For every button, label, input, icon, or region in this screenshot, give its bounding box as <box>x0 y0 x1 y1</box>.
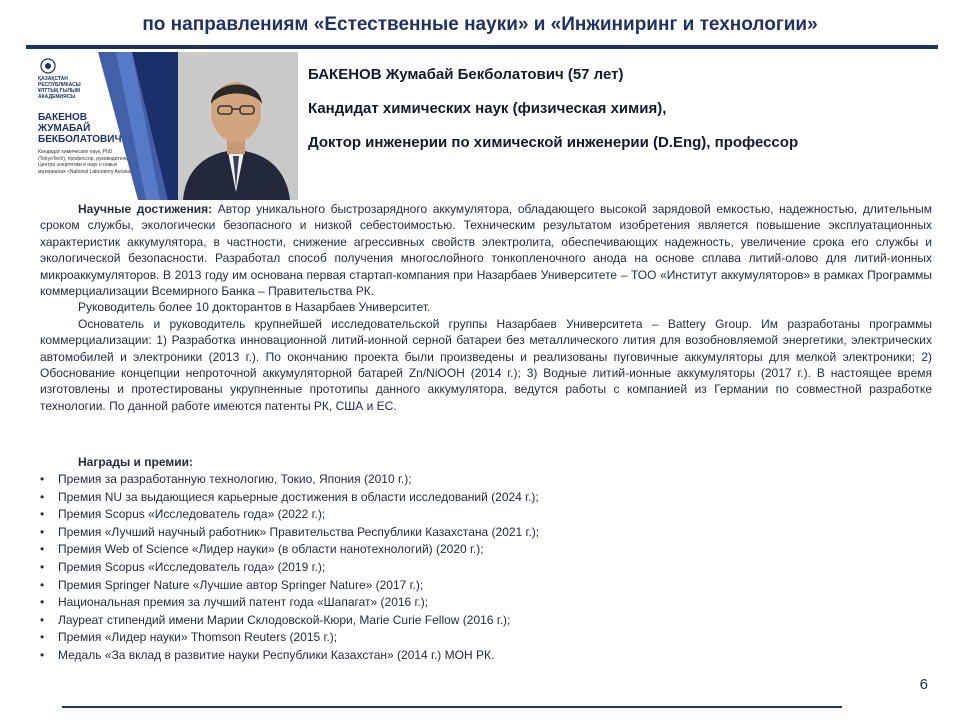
award-text: Премия «Лучший научный работник» Правительства Республики Казахстана (2021 г.); <box>58 524 540 539</box>
achievements-section <box>40 201 932 414</box>
bullet-icon: • <box>40 630 45 645</box>
award-item <box>40 612 920 630</box>
award-item <box>40 541 920 559</box>
card-name-line: БЕКБОЛАТОВИЧ <box>38 134 122 145</box>
battery-group-paragraph: Основатель и руководитель крупнейшей исследовательской группы Назарбаев Университета – Battery Group. Им разработаны программы коммерциализации: 1) Разработка инновационной литий-ионной серной батареи без металлического лития для возобновляемой энергетики, электрических автомобилей и электроники (2013 г.). По окончанию проекта были произведены и реализованы пуговичные аккумуляторы для мелкой электроники; 2) Обоснование концепции непроточной аккумуляторной батарей Zn/NiOOH (2014 г.); 3) Водные литий-ионные аккумуляторы (2017 г.). В настоящее время изготовлены и протестированы укрупненные прототипы данного аккумулятора, ведутся работы с компанией из Германии по совместной разработке технологии. По данной работе имеются патенты РК, США и ЕС. <box>40 316 932 413</box>
award-item <box>40 506 920 524</box>
person-name: БАКЕНОВ Жумабай Бекболатович (57 лет) <box>308 66 624 83</box>
award-item <box>40 524 920 542</box>
awards-title: Награды и премии: <box>78 455 193 469</box>
award-item <box>40 559 920 577</box>
award-text: Премия Web of Science «Лидер науки» (в области нанотехнологий) (2020 г.); <box>58 542 484 557</box>
award-text: Премия NU за выдающиеся карьерные достижения в области исследований (2024 г.); <box>58 489 539 504</box>
award-text: Национальная премия за лучший патент года «Шапагат» (2016 г.); <box>58 595 429 610</box>
person-degree: Кандидат химических наук (физическая химия), <box>308 100 667 117</box>
award-text: Премия Springer Nature «Лучшие автор Springer Nature» (2017 г.); <box>58 577 424 592</box>
footer-divider <box>62 706 842 708</box>
person-info <box>308 66 948 168</box>
bullet-icon: • <box>40 524 45 539</box>
award-item <box>40 594 920 612</box>
achievements-text: Автор уникального быстрозарядного аккумулятора, обладающего высокой зарядовой емкостью, надежностью, длительным сроком службы, экологически безопасного и низкой себестоимостью. Техническим результатом изобретения является повышение эксплуатационных характеристик аккумулятора, в частности, снижение агрессивных свойств электролита, обеспечивающих надежность, увеличение срока его службы и экологической безопасности. Разработал способ получения многослойного тонкопленочного анода на основе сплава литий-олово для литий-ионных микроаккумуляторов. В 2013 году им основана первая стартап-компания при Назарбаев Университете – ТОО «Институт аккумуляторов» в рамках Программы коммерциализации Всемирного Банка – Правительства РК. <box>40 202 932 299</box>
card-organization <box>38 76 100 100</box>
award-text: Премия «Лидер науки» Thomson Reuters (2015 г.); <box>58 630 338 645</box>
bullet-icon: • <box>40 472 45 486</box>
award-item <box>40 471 920 489</box>
bullet-icon: • <box>40 507 45 522</box>
award-text: Премия за разработанную технологию, Токио, Япония (2010 г.); <box>58 472 412 486</box>
award-text: Лауреат стипендий имени Марии Склодовской-Кюри, Marie Curie Fellow (2016 г.); <box>58 612 511 627</box>
page-number: 6 <box>919 676 928 693</box>
award-item <box>40 577 920 595</box>
card-org-line: ҚАЗАҚСТАН РЕСПУБЛИКАСЫ <box>38 76 81 88</box>
card-name-line: БАКЕНОВ <box>38 112 88 123</box>
card-org-line: ҰЛТТЫҚ ҒЫЛЫМ АКАДЕМИЯСЫ <box>38 88 81 100</box>
header-divider <box>26 45 938 49</box>
bullet-icon: • <box>40 647 45 662</box>
bullet-icon: • <box>40 542 45 557</box>
award-text: Премия Scopus «Исследователь года» (2022 г.); <box>58 507 326 522</box>
card-description: Кандидат химических наук, PhD (TokyoTech), профессор, руководитель Центра энергетики и наук о новых материалах «National Laboratory Astana» <box>38 149 133 175</box>
portrait-card <box>28 52 298 200</box>
award-item <box>40 647 920 665</box>
bullet-icon: • <box>40 489 45 504</box>
card-name-line: ЖУМАБАЙ <box>38 123 91 134</box>
doctoral-students-paragraph: Руководитель более 10 докторантов в Назарбаев Университет. <box>78 300 431 315</box>
bullet-icon: • <box>40 612 45 627</box>
awards-list <box>40 471 920 665</box>
award-text: Премия Scopus «Исследователь года» (2019 г.); <box>58 559 326 574</box>
bullet-icon: • <box>40 559 45 574</box>
achievements-label: Научные достижения: <box>78 202 213 216</box>
bullet-icon: • <box>40 595 45 610</box>
person-doctorate: Доктор инженерии по химической инженерии (D.Eng), профессор <box>308 134 799 151</box>
award-text: Медаль «За вклад в развитие науки Республики Казахстан» (2014 г.) МОН РК. <box>58 647 495 662</box>
bullet-icon: • <box>40 577 45 592</box>
card-name <box>38 112 138 145</box>
achievements-paragraph <box>40 201 932 299</box>
award-item <box>40 489 920 507</box>
page-title: по направлениям «Естественные науки» и «Инжиниринг и технологии» <box>142 14 818 35</box>
award-item <box>40 629 920 647</box>
